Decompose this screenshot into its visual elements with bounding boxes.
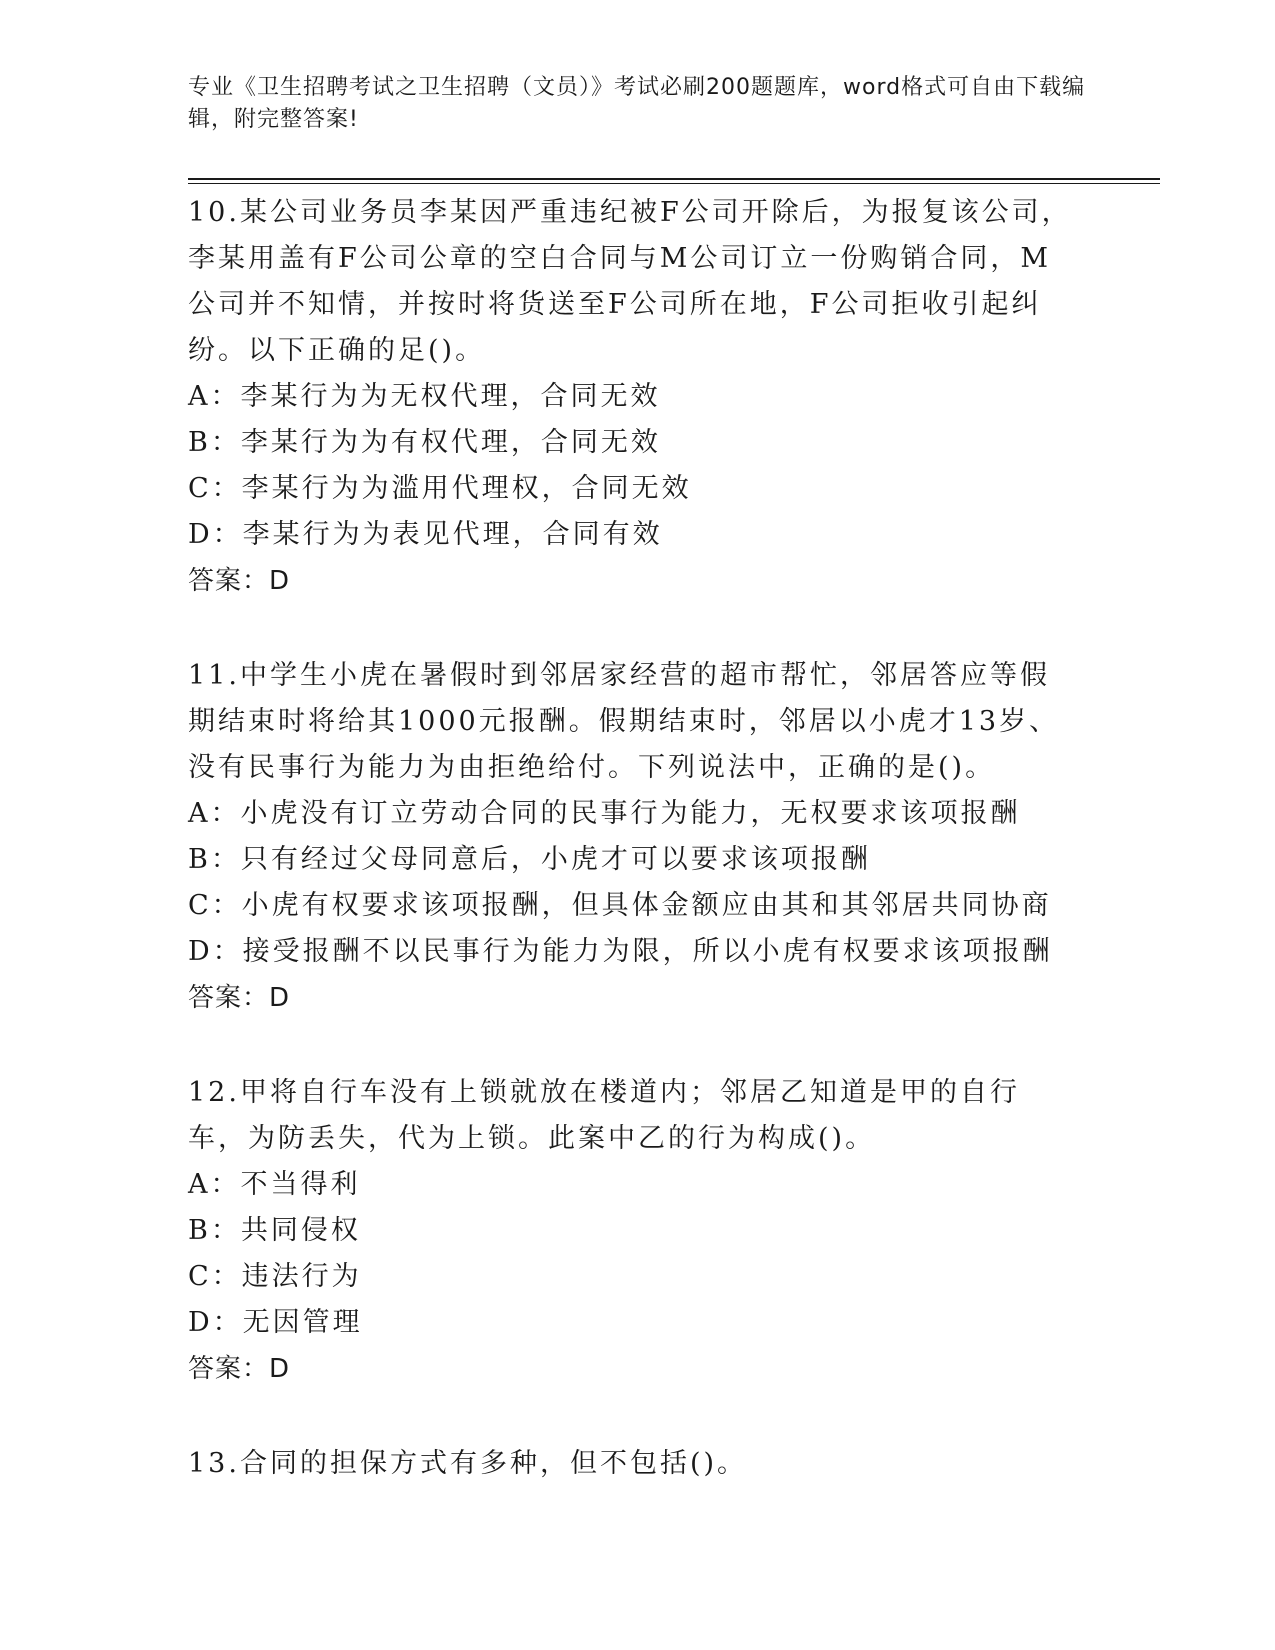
option-a: A：不当得利 xyxy=(188,1169,361,1200)
question-stem: 12.甲将自行车没有上锁就放在楼道内；邻居乙知道是甲的自行车，为防丢失，代为上锁。此案中乙的行为构成()。 xyxy=(188,1077,1020,1154)
option-d: D：无因管理 xyxy=(188,1307,363,1338)
answer-line: 答案：D xyxy=(188,983,291,1013)
header-divider-thick xyxy=(188,178,1160,180)
header-divider-thin xyxy=(188,183,1160,184)
option-a: A：小虎没有订立劳动合同的民事行为能力，无权要求该项报酬 xyxy=(188,798,1021,829)
question-stem: 10.某公司业务员李某因严重违纪被F公司开除后，为报复该公司，李某用盖有F公司公章的空白合同与M公司订立一份购销合同，M公司并不知情，并按时将货送至F公司所在地，F公司拒收引起纠纷。以下正确的足()。 xyxy=(188,197,1072,366)
question-10 xyxy=(188,190,1088,604)
document-header: 专业《卫生招聘考试之卫生招聘（文员）》考试必刷200题题库，word格式可自由下载编辑，附完整答案! xyxy=(188,75,1086,132)
answer-line: 答案：D xyxy=(188,1354,291,1384)
option-c: C：小虎有权要求该项报酬，但具体金额应由其和其邻居共同协商 xyxy=(188,890,1052,921)
option-b: B：只有经过父母同意后，小虎才可以要求该项报酬 xyxy=(188,844,871,875)
question-stem: 11.中学生小虎在暑假时到邻居家经营的超市帮忙，邻居答应等假期结束时将给其1000元报酬。假期结束时，邻居以小虎才13岁、没有民事行为能力为由拒绝给付。下列说法中，正确的是()。 xyxy=(188,660,1060,783)
option-c: C：李某行为为滥用代理权，合同无效 xyxy=(188,473,692,504)
question-11 xyxy=(188,653,1088,1021)
question-stem: 13.合同的担保方式有多种，但不包括()。 xyxy=(188,1448,748,1479)
question-13 xyxy=(188,1441,1088,1487)
question-12 xyxy=(188,1070,1088,1392)
option-d: D：接受报酬不以民事行为能力为限，所以小虎有权要求该项报酬 xyxy=(188,936,1053,967)
option-c: C：违法行为 xyxy=(188,1261,362,1292)
answer-line: 答案：D xyxy=(188,566,291,596)
option-a: A：李某行为为无权代理，合同无效 xyxy=(188,381,661,412)
option-b: B：共同侵权 xyxy=(188,1215,361,1246)
option-b: B：李某行为为有权代理，合同无效 xyxy=(188,427,661,458)
option-d: D：李某行为为表见代理，合同有效 xyxy=(188,519,663,550)
question-list xyxy=(188,190,1088,1536)
